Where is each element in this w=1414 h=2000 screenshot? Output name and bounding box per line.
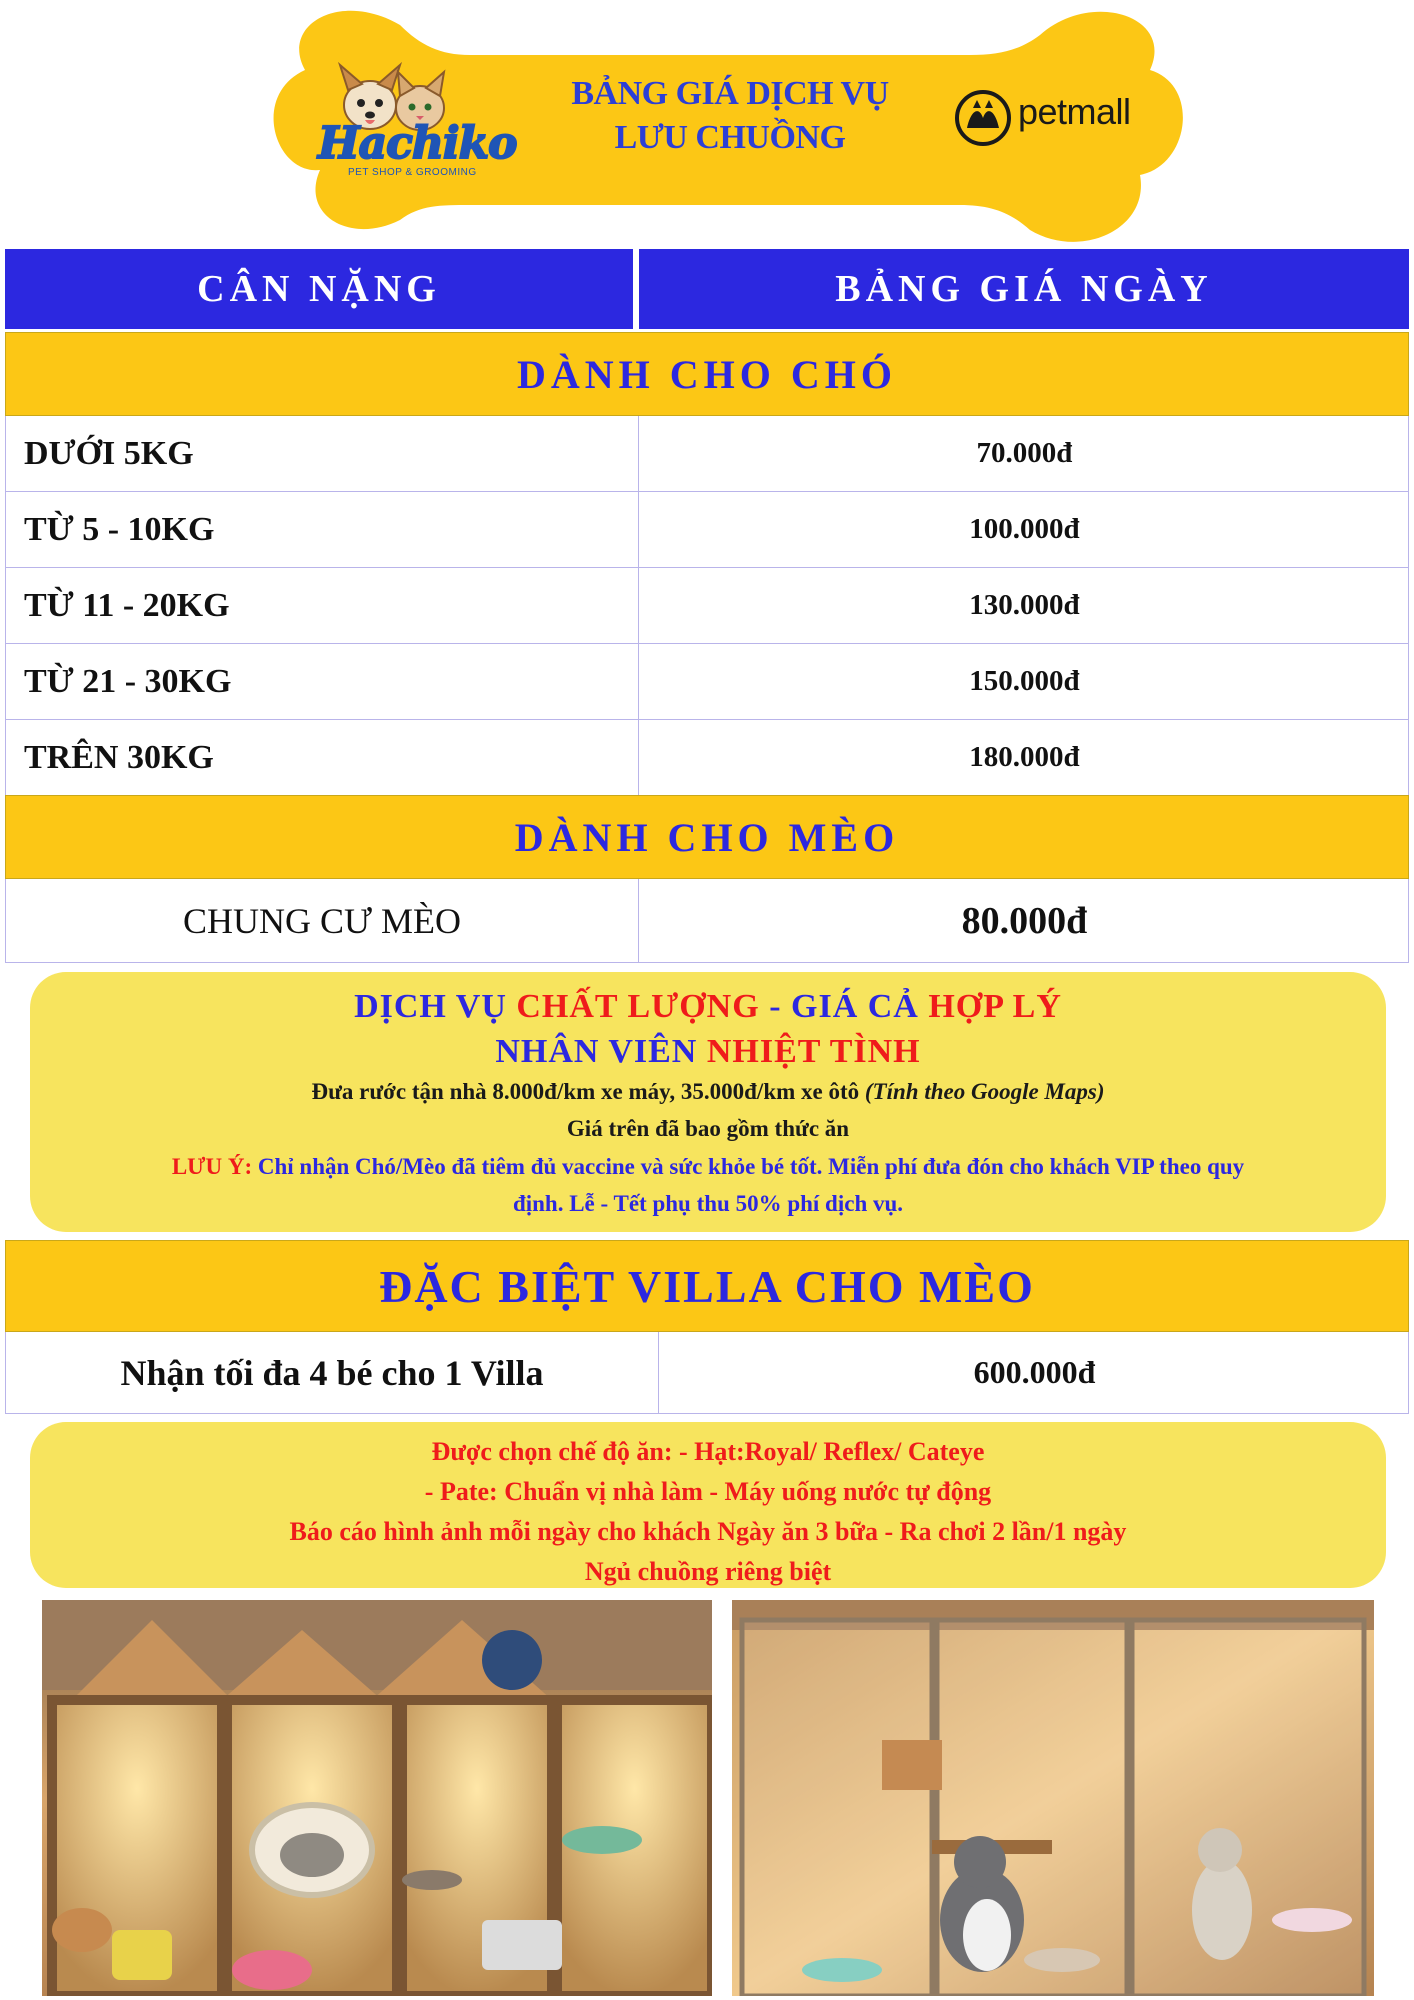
table-row bbox=[5, 879, 1409, 963]
warning-line-2: định. Lễ - Tết phụ thu 50% phí dịch vụ. bbox=[512, 1191, 904, 1216]
villa-perk-line: Được chọn chế độ ăn: - Hạt:Royal/ Reflex/ Cateye bbox=[431, 1437, 985, 1466]
col-header-price: BẢNG GIÁ NGÀY bbox=[639, 249, 1409, 329]
table-row bbox=[5, 720, 1409, 796]
villa-section-title: ĐẶC BIỆT VILLA CHO MÈO bbox=[5, 1240, 1409, 1332]
table-row bbox=[5, 492, 1409, 568]
service-note-box bbox=[30, 972, 1386, 1232]
petmall-logo-text: petmall bbox=[1018, 91, 1131, 132]
table-header-row bbox=[5, 249, 1409, 329]
table-row bbox=[5, 416, 1409, 492]
villa-capacity-label: Nhận tối đa 4 bé cho 1 Villa bbox=[120, 1352, 544, 1393]
weight-cell: DƯỚI 5KG bbox=[24, 434, 194, 472]
villa-perk-line: Báo cáo hình ảnh mỗi ngày cho khách Ngày ăn 3 bữa - Ra chơi 2 lần/1 ngày bbox=[289, 1517, 1127, 1546]
weight-cell: TRÊN 30KG bbox=[24, 738, 214, 776]
cat-apartment-price: 80.000đ bbox=[638, 879, 1410, 962]
weight-cell: TỪ 5 - 10KG bbox=[24, 510, 215, 548]
table-row bbox=[5, 644, 1409, 720]
price-cell: 150.000đ bbox=[638, 644, 1410, 719]
dog-section-title: DÀNH CHO CHÓ bbox=[5, 332, 1409, 416]
villa-perk-line: Ngủ chuồng riêng biệt bbox=[584, 1557, 832, 1586]
petmall-logo-icon bbox=[953, 88, 1013, 148]
weight-cell: TỪ 21 - 30KG bbox=[24, 662, 232, 700]
cat-apartment-label: CHUNG CƯ MÈO bbox=[183, 900, 461, 941]
hachiko-tagline: PET SHOP & GROOMING bbox=[348, 167, 477, 178]
table-row bbox=[5, 568, 1409, 644]
cat-section-title: DÀNH CHO MÈO bbox=[5, 795, 1409, 879]
villa-price: 600.000đ bbox=[658, 1332, 1410, 1413]
price-cell: 70.000đ bbox=[638, 416, 1410, 491]
service-slogan-line-2: NHÂN VIÊN NHIỆT TÌNH bbox=[495, 1033, 921, 1070]
price-cell: 130.000đ bbox=[638, 568, 1410, 643]
price-cell: 100.000đ bbox=[638, 492, 1410, 567]
weight-cell: TỪ 11 - 20KG bbox=[24, 586, 230, 624]
title-line-1: BẢNG GIÁ DỊCH VỤ bbox=[571, 75, 889, 112]
service-slogan-line-1: DỊCH VỤ CHẤT LƯỢNG - GIÁ CẢ HỢP LÝ bbox=[354, 988, 1062, 1025]
villa-row bbox=[5, 1332, 1409, 1414]
col-header-weight: CÂN NẶNG bbox=[5, 249, 633, 329]
page-title bbox=[520, 72, 940, 160]
pickup-info: Đưa rước tận nhà 8.000đ/km xe máy, 35.000đ/km xe ôtô (Tính theo Google Maps) bbox=[311, 1079, 1105, 1104]
villa-perk-line: - Pate: Chuẩn vị nhà làm - Máy uống nước tự động bbox=[424, 1477, 992, 1506]
price-cell: 180.000đ bbox=[638, 720, 1410, 795]
cat-villa-photo-right bbox=[732, 1600, 1374, 1996]
hachiko-logo-text: Hachiko bbox=[318, 118, 517, 169]
food-included-text: Giá trên đã bao gồm thức ăn bbox=[566, 1116, 850, 1141]
villa-perks-box bbox=[30, 1422, 1386, 1588]
warning-line-1: LƯU Ý: Chỉ nhận Chó/Mèo đã tiêm đủ vaccine và sức khỏe bé tốt. Miễn phí đưa đón cho khách VIP theo quy bbox=[171, 1154, 1245, 1179]
title-line-2: LƯU CHUỒNG bbox=[614, 119, 846, 156]
cat-villa-photo-left bbox=[42, 1600, 712, 1996]
